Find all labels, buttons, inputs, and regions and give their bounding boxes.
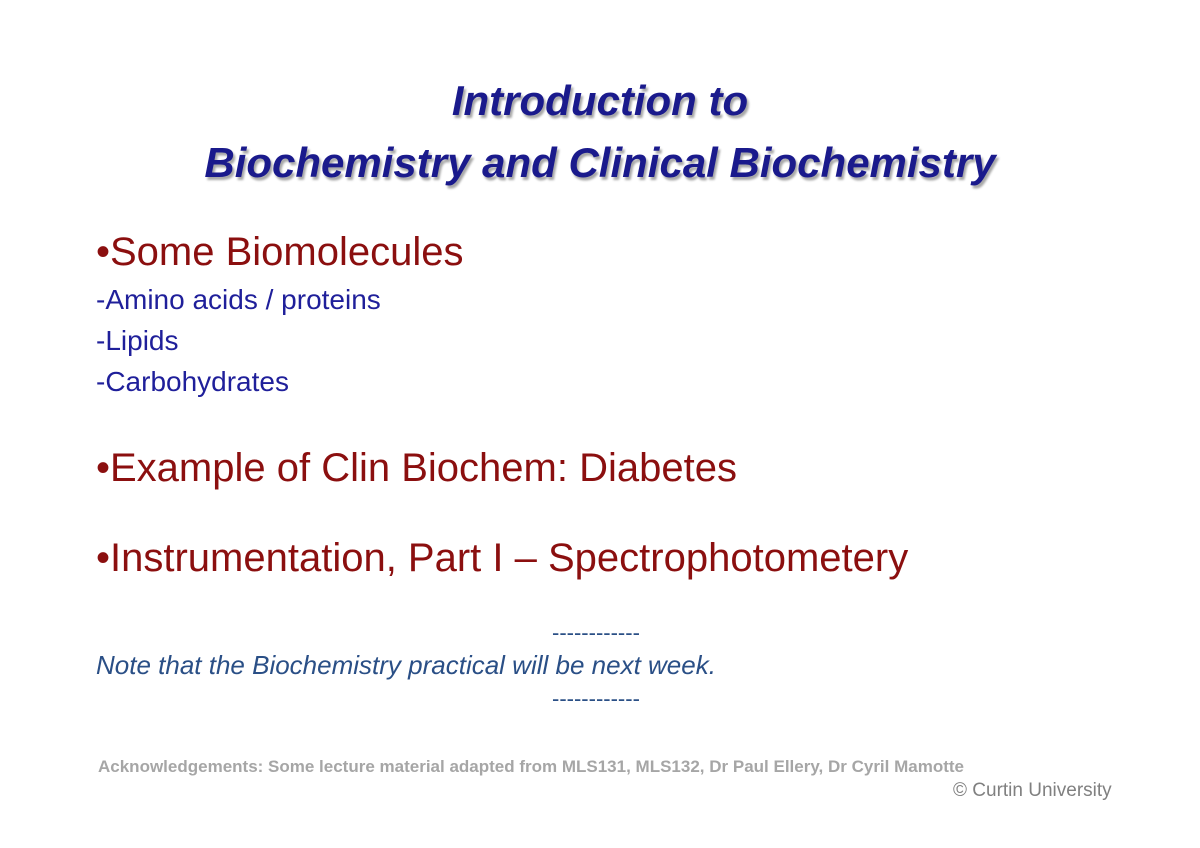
practical-note: Note that the Biochemistry practical will be next week. [96,650,716,680]
note-dashes-bottom: ------------ [552,686,640,711]
bullet-clin-example: •Example of Clin Biochem: Diabetes [96,446,737,490]
note-dashes-top: ------------ [552,620,640,645]
title-line-1: Introduction to [451,77,749,124]
sub-item-lipids: -Lipids [96,325,179,356]
sub-item-amino-acids: -Amino acids / proteins [96,284,381,315]
title-line-2: Biochemistry and Clinical Biochemistry [204,139,996,186]
sub-item-carbohydrates: -Carbohydrates [96,366,289,397]
bullet-instrumentation: •Instrumentation, Part I – Spectrophotometery [96,536,909,580]
bullet-biomolecules: •Some Biomolecules [96,230,464,274]
copyright: © Curtin University [953,780,1112,801]
acknowledgements: Acknowledgements: Some lecture material adapted from MLS131, MLS132, Dr Paul Ellery, Dr Cyril Mamotte [98,757,964,776]
